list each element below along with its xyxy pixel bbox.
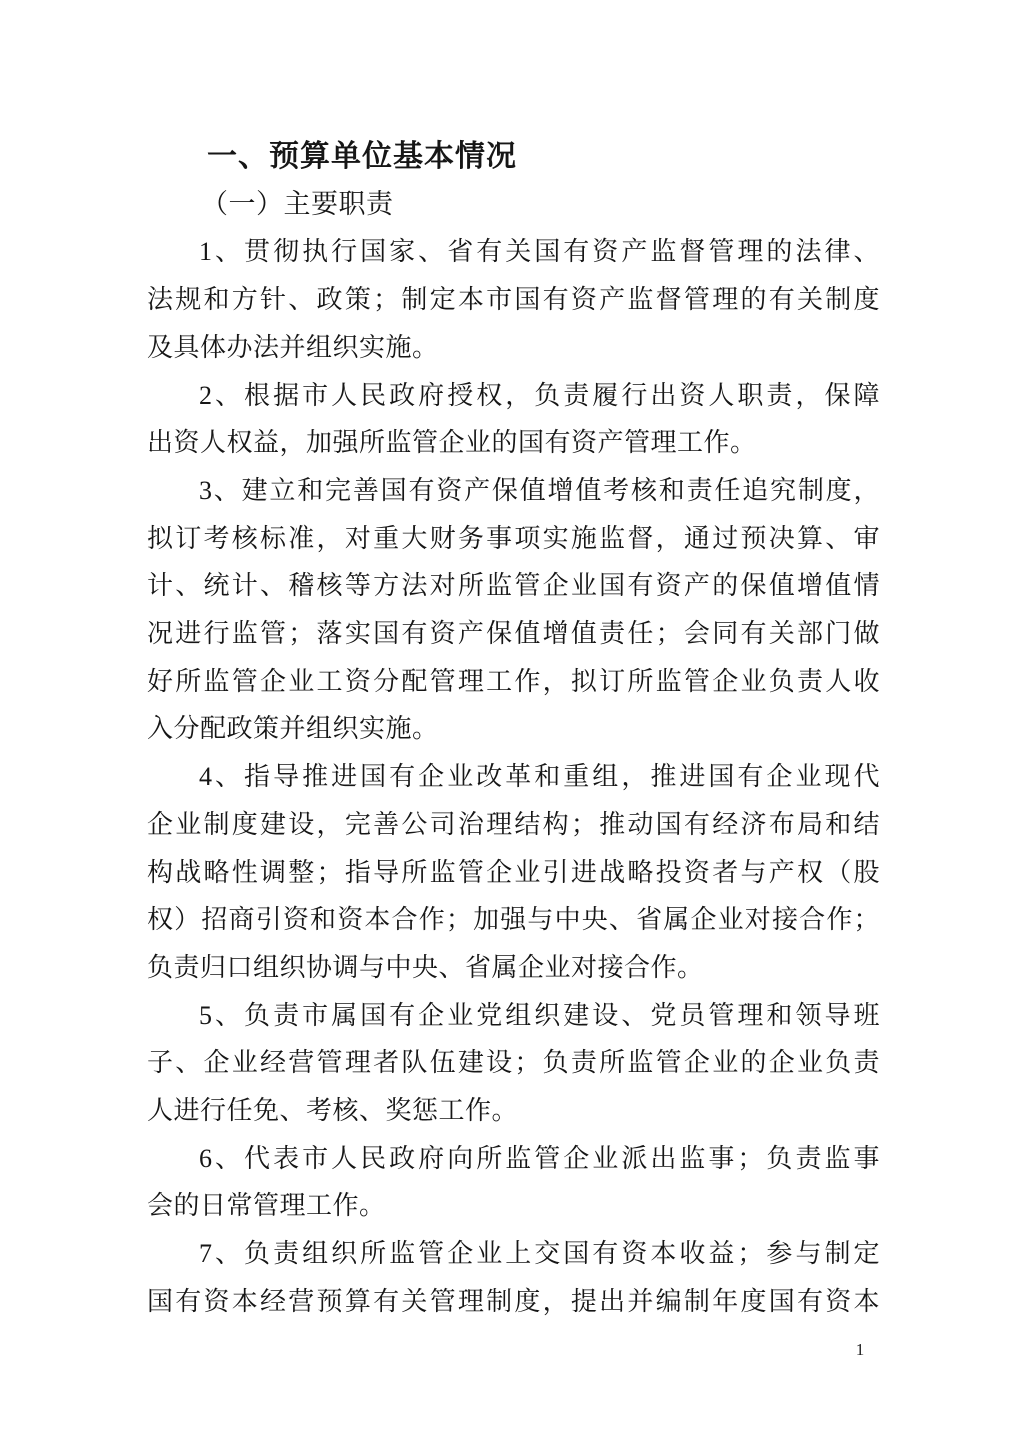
body-line: 及具体办法并组织实施。 [147, 332, 439, 362]
body-line: 构战略性调整；指导所监管企业引进战略投资者与产权（股 [147, 857, 880, 887]
body-line: 况进行监管；落实国有资产保值增值责任；会同有关部门做 [147, 619, 880, 649]
document-body [147, 133, 880, 1326]
body-line: 好所监管企业工资分配管理工作，拟订所监管企业负责人收 [147, 666, 880, 696]
body-line: 入分配政策并组织实施。 [147, 714, 439, 744]
body-line: 4、指导推进国有企业改革和重组，推进国有企业现代 [199, 762, 880, 792]
body-line: 人进行任免、考核、奖惩工作。 [147, 1096, 519, 1126]
body-line: 法规和方针、政策；制定本市国有资产监督管理的有关制度 [147, 285, 880, 315]
body-line: 7、负责组织所监管企业上交国有资本收益；参与制定 [199, 1239, 880, 1269]
body-line: 会的日常管理工作。 [147, 1191, 386, 1221]
section-heading: 一、预算单位基本情况 [207, 140, 517, 173]
body-line: 子、企业经营管理者队伍建设；负责所监管企业的企业负责 [147, 1048, 880, 1078]
body-line: 拟订考核标准，对重大财务事项实施监督，通过预决算、审 [147, 523, 880, 553]
body-line: 2、根据市人民政府授权，负责履行出资人职责，保障 [199, 380, 880, 410]
body-line: 6、代表市人民政府向所监管企业派出监事；负责监事 [199, 1143, 880, 1173]
page-number: 1 [855, 1340, 865, 1359]
body-line: 负责归口组织协调与中央、省属企业对接合作。 [147, 952, 704, 982]
subsection-heading: （一）主要职责 [201, 188, 394, 219]
body-line: 计、统计、稽核等方法对所监管企业国有资产的保值增值情 [147, 571, 880, 601]
body-line: 1、贯彻执行国家、省有关国有资产监督管理的法律、 [199, 237, 880, 267]
body-line: 企业制度建设，完善公司治理结构；推动国有经济布局和结 [147, 809, 880, 839]
body-line: 国有资本经营预算有关管理制度，提出并编制年度国有资本 [147, 1286, 880, 1316]
body-line: 出资人权益，加强所监管企业的国有资产管理工作。 [147, 428, 757, 458]
body-line: 权）招商引资和资本合作；加强与中央、省属企业对接合作； [147, 905, 880, 935]
body-line: 3、建立和完善国有资产保值增值考核和责任追究制度， [199, 475, 880, 505]
body-line: 5、负责市属国有企业党组织建设、党员管理和领导班 [199, 1000, 880, 1030]
